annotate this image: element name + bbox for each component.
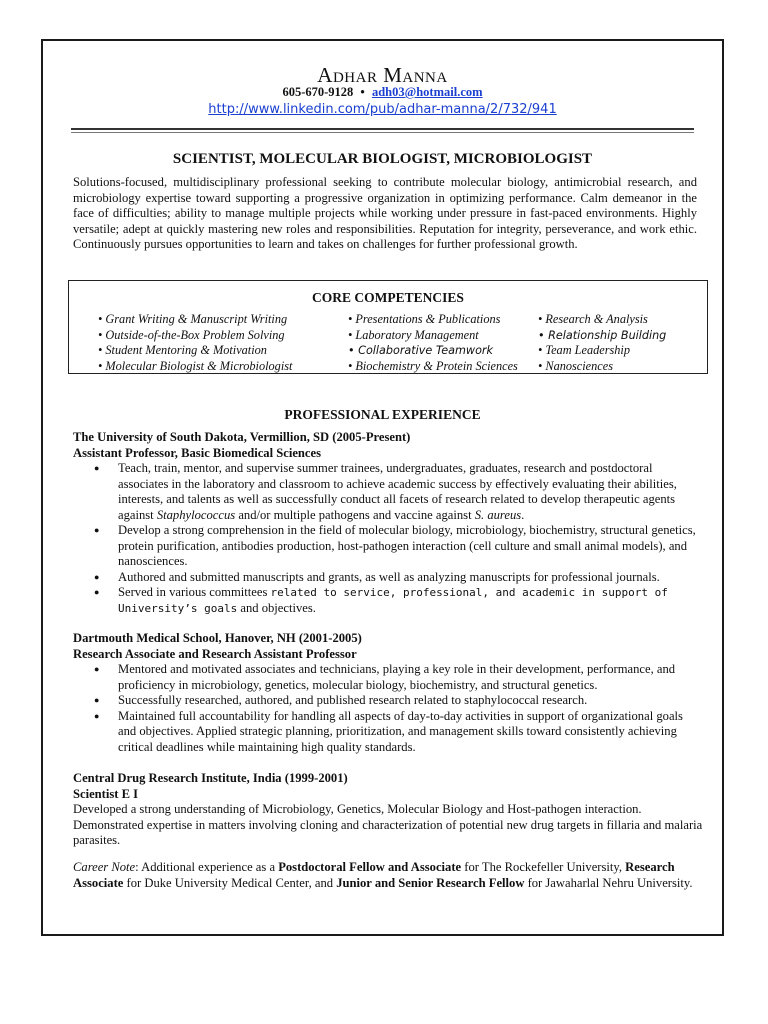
core-competencies-box: [68, 280, 708, 374]
job-usd: [73, 430, 703, 616]
separator-dot: •: [360, 85, 365, 99]
bullet-mono-text: related to service, professional, and academic in support of University’s goals: [118, 586, 668, 615]
bullet-text: Teach, train, mentor, and supervise summer trainees, undergraduates, graduates, research and postdoctoral associates in the laboratory and classroom to achieve academic success by effectively evaluating their abilities, interests, and talents as well as successfully conduct all facets of research related to develop therapeutic agents against: [118, 461, 677, 522]
competency-item: • Grant Writing & Manuscript Writing: [98, 312, 288, 326]
job-organization: Central Drug Research Institute, India (1999-2001): [73, 771, 348, 785]
headline: SCIENTIST, MOLECULAR BIOLOGIST, MICROBIOLOGIST: [172, 151, 593, 167]
competencies-title: CORE COMPETENCIES: [312, 290, 464, 305]
competency-item: • Collaborative Teamwork: [348, 344, 493, 358]
job-role: Research Associate and Research Assistant Professor: [73, 646, 357, 661]
career-note-text: for Jawaharlal Nehru University.: [524, 875, 693, 890]
bullet-text: Served in various committees: [118, 585, 271, 599]
competency-item: • Laboratory Management: [348, 327, 479, 342]
job-bullet: ● Successfully researched, authored, and published research related to staphylococcal research.: [118, 693, 703, 709]
contact-line: [43, 85, 722, 100]
linkedin-link[interactable]: http://www.linkedin.com/pub/adhar-manna/2/732/941: [208, 102, 557, 117]
competencies-column-2: [348, 312, 518, 374]
competency-item: • Student Mentoring & Motivation: [98, 343, 267, 358]
job-bullet: ● Authored and submitted manuscripts and grants, as well as analyzing manuscripts for professional journals.: [118, 570, 703, 586]
career-note-text: for Duke University Medical Center, and: [123, 875, 337, 890]
job-bullet: [118, 461, 703, 523]
career-note-label: Career Note: [73, 860, 136, 874]
bullet-italic-text: Staphylococcus: [156, 507, 236, 522]
experience-heading: PROFESSIONAL EXPERIENCE: [284, 407, 481, 422]
competency-item: • Nanosciences: [538, 358, 613, 373]
career-note-bold: Junior and Senior Research Fellow: [336, 875, 525, 890]
job-dartmouth: [73, 631, 703, 755]
competency-item: • Molecular Biologist & Microbiologist: [98, 358, 293, 373]
competency-item: • Outside-of-the-Box Problem Solving: [98, 327, 285, 342]
job-bullet: ● Maintained full accountability for handling all aspects of day-to-day activities in support of organizational goals and objectives. Applied strategic planning, prioritization, and management skills toward consistently achieving critical deadlines while maintaining high quality standards.: [118, 709, 703, 756]
competency-item: • Team Leadership: [538, 343, 630, 358]
job-role: Assistant Professor, Basic Biomedical Sciences: [73, 445, 322, 460]
linkedin-line: [43, 102, 722, 117]
email-link[interactable]: adh03@hotmail.com: [371, 85, 483, 99]
competency-item: • Relationship Building: [538, 328, 667, 342]
career-note-text: : Additional experience as a: [135, 860, 279, 874]
job-role: Scientist E I: [73, 786, 139, 801]
career-note: [73, 860, 697, 891]
header-divider: [71, 128, 694, 133]
job-bullet: ● Develop a strong comprehension in the field of molecular biology, microbiology, biochemistry, structural genetics, protein purification, antibodies production, host-pathogen interaction (cell culture and small animal models), and nanosciences.: [118, 523, 703, 570]
career-note-bold: Research Associate: [73, 860, 675, 890]
job-bullets: [73, 461, 703, 616]
job-cdri: [73, 771, 703, 849]
summary-paragraph: Solutions-focused, multidisciplinary professional seeking to contribute molecular biology, antimicrobial research, and microbiology expertise toward supporting a progressive organization in optimizing performance. Calm demeanor in the face of difficulties; ability to manage multiple projects while working under pressure in fast-paced environments. Highly versatile; adept at quickly mastering new roles and responsibilities. Reputation for integrity, perseverance, and work ethic. Continuously pursues opportunities to learn and takes on challenges for further professional growth.: [73, 175, 697, 251]
competencies-column-1: [98, 312, 292, 374]
job-bullet: [118, 585, 703, 616]
job-organization: The University of South Dakota, Vermillion, SD (2005-Present): [73, 430, 411, 444]
job-bullet: ● Mentored and motivated associates and technicians, playing a key role in their development, performance, and proficiency in microbiology, genetics, molecular biology, biochemistry, and structural genetics.: [118, 662, 703, 693]
resume-page: [41, 39, 724, 936]
job-description: Developed a strong understanding of Microbiology, Genetics, Molecular Biology and Host-pathogen interaction. Demonstrated expertise in matters involving cloning and characterization of potential new drug targets in fillaria and malaria parasites.: [73, 802, 703, 847]
bullet-text: and/or multiple pathogens and vaccine against: [235, 507, 475, 522]
bullet-text: .: [521, 507, 525, 522]
bullet-text: and objectives.: [237, 600, 316, 615]
job-organization: Dartmouth Medical School, Hanover, NH (2001-2005): [73, 631, 362, 645]
bullet-italic-text: S. aureus: [474, 507, 522, 522]
competency-item: • Biochemistry & Protein Sciences: [348, 358, 518, 373]
name-text: Adhar Manna: [317, 63, 448, 87]
phone-number: 605-670-9128: [282, 85, 354, 99]
career-note-text: for The Rockefeller University,: [461, 860, 626, 874]
job-bullets: [73, 662, 703, 755]
competency-item: • Presentations & Publications: [348, 312, 501, 326]
career-note-bold: Postdoctoral Fellow and Associate: [278, 860, 462, 874]
competencies-column-3: [538, 312, 666, 374]
competency-item: • Research & Analysis: [538, 312, 648, 326]
